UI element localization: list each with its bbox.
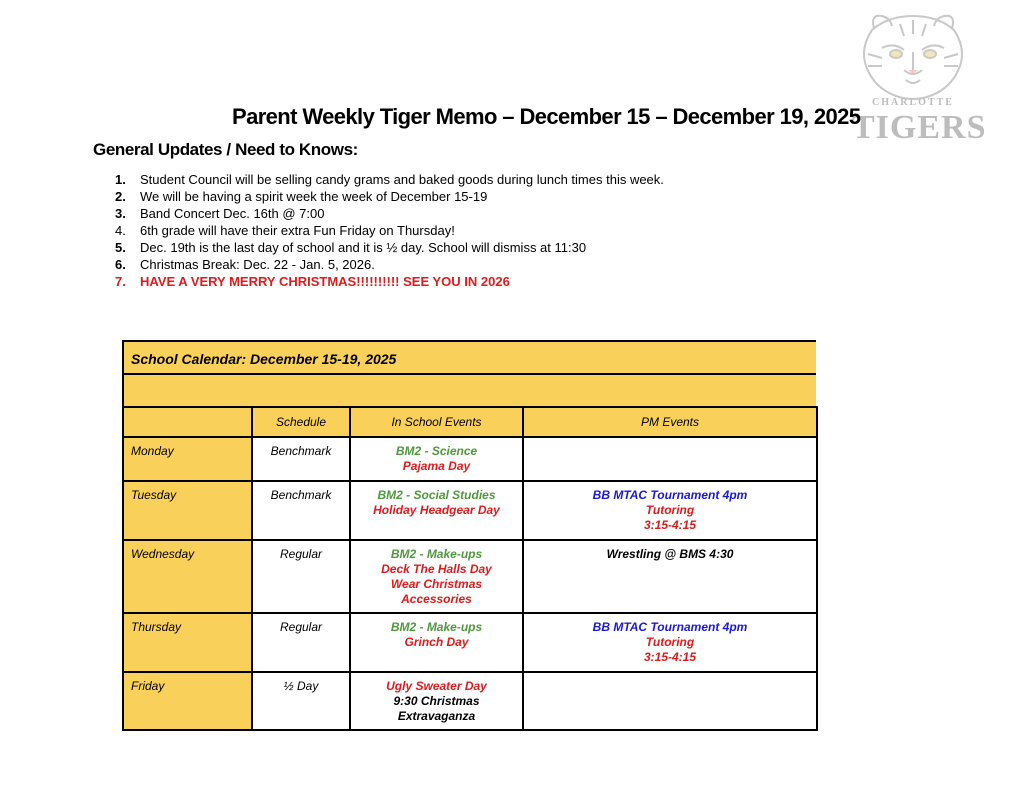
- event-line: 3:15-4:15: [643, 650, 697, 664]
- list-item-number: 4.: [115, 223, 126, 238]
- column-header: In School Events: [350, 407, 523, 437]
- event-line: BM2 - Science: [395, 444, 478, 458]
- list-item-text: Band Concert Dec. 16th @ 7:00: [140, 206, 325, 221]
- pm-events-cell: [523, 672, 817, 730]
- calendar-table: [122, 406, 818, 731]
- event-line: Tutoring: [645, 503, 695, 517]
- list-item: [115, 239, 664, 256]
- table-header-row: [123, 407, 817, 437]
- pm-events-cell: [523, 540, 817, 613]
- event-line: Ugly Sweater Day: [386, 679, 487, 693]
- list-item-number: 6.: [115, 257, 126, 272]
- event-line: Wear Christmas: [390, 577, 483, 591]
- list-item: [115, 188, 664, 205]
- list-item: [115, 205, 664, 222]
- list-item-text: Dec. 19th is the last day of school and it is ½ day. School will dismiss at 11:30: [140, 240, 587, 255]
- event-line: Wrestling @ BMS 4:30: [606, 547, 734, 561]
- table-row: [123, 540, 817, 613]
- event-line: Tutoring: [645, 635, 695, 649]
- pm-events-cell: [523, 613, 817, 672]
- column-header: PM Events: [523, 407, 817, 437]
- schedule-cell: Regular: [252, 540, 350, 613]
- event-line: BM2 - Social Studies: [377, 488, 496, 502]
- list-item: [115, 256, 664, 273]
- event-line: Extravaganza: [397, 709, 476, 723]
- table-row: [123, 672, 817, 730]
- in-school-events-cell: [350, 672, 523, 730]
- event-line: 9:30 Christmas: [393, 694, 480, 708]
- list-item-number: 5.: [115, 240, 126, 255]
- list-item: [115, 171, 664, 188]
- day-cell: Tuesday: [123, 481, 252, 540]
- calendar-title: School Calendar: December 15-19, 2025: [131, 351, 397, 367]
- column-header: Schedule: [252, 407, 350, 437]
- day-cell: Wednesday: [123, 540, 252, 613]
- event-line: Pajama Day: [402, 459, 471, 473]
- in-school-events-cell: [350, 540, 523, 613]
- calendar-header-divider: [124, 373, 816, 375]
- table-row: [123, 437, 817, 481]
- list-item-text: Christmas Break: Dec. 22 - Jan. 5, 2026.: [140, 257, 375, 272]
- list-item-number: 2.: [115, 189, 126, 204]
- day-cell: Monday: [123, 437, 252, 481]
- table-row: [123, 481, 817, 540]
- day-cell: Friday: [123, 672, 252, 730]
- list-item-number: 1.: [115, 172, 126, 187]
- page-title: Parent Weekly Tiger Memo – December 15 – December 19, 2025: [232, 104, 861, 129]
- list-item-text: Student Council will be selling candy grams and baked goods during lunch times this week.: [140, 172, 664, 187]
- in-school-events-cell: [350, 481, 523, 540]
- list-item-number: 7.: [115, 274, 126, 289]
- table-row: [123, 613, 817, 672]
- schedule-cell: Regular: [252, 613, 350, 672]
- event-line: 3:15-4:15: [643, 518, 697, 532]
- list-item-number: 3.: [115, 206, 126, 221]
- event-line: Grinch Day: [404, 635, 469, 649]
- day-cell: Thursday: [123, 613, 252, 672]
- section-subtitle: General Updates / Need to Knows:: [93, 140, 358, 159]
- tiger-head-icon: [852, 8, 974, 100]
- in-school-events-cell: [350, 613, 523, 672]
- list-item-text: 6th grade will have their extra Fun Friday on Thursday!: [140, 223, 455, 238]
- list-item: [115, 222, 664, 239]
- calendar-header: [122, 340, 816, 408]
- column-header: [123, 407, 252, 437]
- list-item: [115, 273, 664, 290]
- event-line: Deck The Halls Day: [381, 562, 492, 576]
- schedule-cell: Benchmark: [252, 481, 350, 540]
- list-item-text: HAVE A VERY MERRY CHRISTMAS!!!!!!!!!! SEE YOU IN 2026: [140, 274, 510, 289]
- updates-list: [115, 171, 664, 290]
- event-line: Holiday Headgear Day: [373, 503, 500, 517]
- event-line: BM2 - Make-ups: [390, 620, 483, 634]
- pm-events-cell: [523, 437, 817, 481]
- list-item-text: We will be having a spirit week the week of December 15-19: [140, 189, 488, 204]
- pm-events-cell: [523, 481, 817, 540]
- event-line: BB MTAC Tournament 4pm: [592, 488, 748, 502]
- event-line: Accessories: [401, 592, 472, 606]
- schedule-cell: ½ Day: [252, 672, 350, 730]
- logo-main-text: TIGERS: [852, 109, 987, 146]
- event-line: BM2 - Make-ups: [390, 547, 483, 561]
- charlotte-tigers-logo: [852, 8, 987, 156]
- schedule-cell: Benchmark: [252, 437, 350, 481]
- event-line: BB MTAC Tournament 4pm: [592, 620, 748, 634]
- logo-top-text: CHARLOTTE: [872, 97, 954, 108]
- school-calendar: [122, 340, 816, 730]
- in-school-events-cell: [350, 437, 523, 481]
